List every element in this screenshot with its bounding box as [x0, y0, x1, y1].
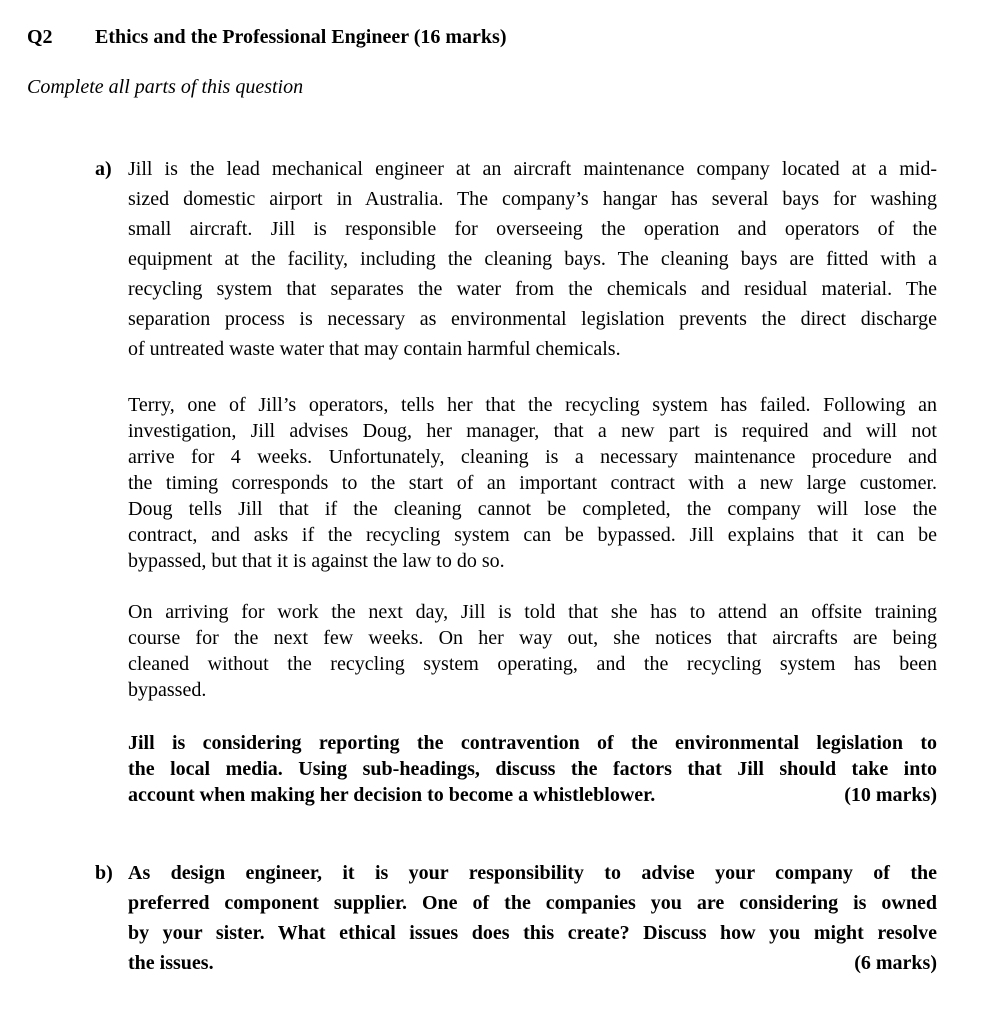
question-number: Q2 [27, 26, 53, 48]
text-line: course for the next few weeks. On her way out, she notices that aircrafts are being [128, 627, 937, 649]
text-line: Doug tells Jill that if the cleaning cannot be completed, the company will lose the [128, 498, 937, 520]
part-a-paragraph-1 [128, 154, 937, 364]
text-line: bypassed. [128, 679, 207, 701]
text-line: Jill is the lead mechanical engineer at an aircraft maintenance company located at a mid- [128, 158, 937, 180]
text-line: investigation, Jill advises Doug, her manager, that a new part is required and will not [128, 420, 937, 442]
part-b-label: b) [95, 862, 113, 884]
part-a-paragraph-3 [128, 599, 937, 703]
text-line: equipment at the facility, including the cleaning bays. The cleaning bays are fitted with a [128, 248, 937, 270]
question-title: Ethics and the Professional Engineer (16 marks) [95, 26, 507, 48]
part-a-marks: (10 marks) [844, 784, 937, 806]
text-line: recycling system that separates the water from the chemicals and residual material. The [128, 278, 937, 300]
text-line: Jill is considering reporting the contravention of the environmental legislation to [128, 732, 937, 754]
part-a-label: a) [95, 158, 112, 180]
text-line: the issues. [128, 952, 214, 974]
text-line: small aircraft. Jill is responsible for overseeing the operation and operators of the [128, 218, 937, 240]
part-b-marks: (6 marks) [854, 952, 937, 974]
part-b-question [128, 858, 937, 978]
text-line: separation process is necessary as environmental legislation prevents the direct discharge [128, 308, 937, 330]
text-line: the timing corresponds to the start of an important contract with a new large customer. [128, 472, 937, 494]
text-line: of untreated waste water that may contain harmful chemicals. [128, 338, 621, 360]
text-line: bypassed, but that it is against the law to do so. [128, 550, 505, 572]
text-line: Terry, one of Jill’s operators, tells her that the recycling system has failed. Following an [128, 394, 937, 416]
question-instruction: Complete all parts of this question [27, 76, 304, 98]
text-line: On arriving for work the next day, Jill is told that she has to attend an offsite training [128, 601, 937, 623]
part-a-paragraph-2 [128, 392, 937, 574]
text-line: by your sister. What ethical issues does this create? Discuss how you might resolve [128, 922, 937, 944]
text-line: sized domestic airport in Australia. The company’s hangar has several bays for washing [128, 188, 937, 210]
text-line: the local media. Using sub-headings, discuss the factors that Jill should take into [128, 758, 937, 780]
text-line: account when making her decision to become a whistleblower. [128, 784, 656, 806]
text-line: preferred component supplier. One of the companies you are considering is owned [128, 892, 937, 914]
text-line: cleaned without the recycling system operating, and the recycling system has been [128, 653, 937, 675]
text-line: As design engineer, it is your responsibility to advise your company of the [128, 862, 937, 884]
text-line: contract, and asks if the recycling system can be bypassed. Jill explains that it can be [128, 524, 937, 546]
text-line: arrive for 4 weeks. Unfortunately, cleaning is a necessary maintenance procedure and [128, 446, 937, 468]
part-a-task [128, 730, 937, 808]
